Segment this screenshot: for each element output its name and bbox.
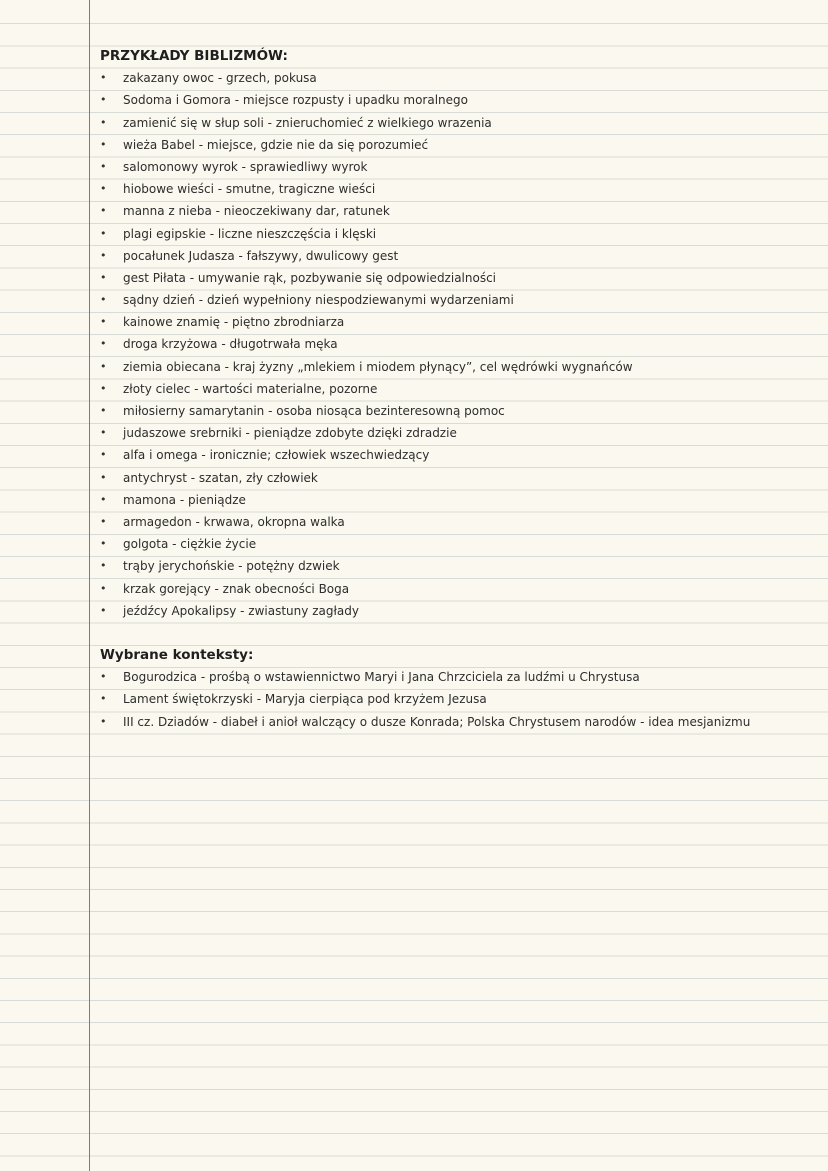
contexts-heading: Wybrane konteksty: [100,647,254,664]
list-item: • gest Piłata - umywanie rąk, pozbywanie się odpowiedzialności [100,267,815,289]
list-item: • droga krzyżowa - długotrwała męka [100,333,815,355]
list-item: • krzak gorejący - znak obecności Boga [100,578,815,600]
list-item: • salomonowy wyrok - sprawiedliwy wyrok [100,156,815,178]
biblicisms-heading: PRZYKŁADY BIBLIZMÓW: [100,48,288,64]
list-item: • armagedon - krwawa, okropna walka [100,511,815,533]
list-item: • pocałunek Judasza - fałszywy, dwulicowy gest [100,245,815,267]
list-item: • jeźdźcy Apokalipsy - zwiastuny zagłady [100,600,815,622]
note-content [100,45,815,733]
list-item: • judaszowe srebrniki - pieniądze zdobyte dzięki zdradzie [100,422,815,444]
notebook-margin-line [89,0,90,1171]
list-item: • trąby jerychońskie - potężny dzwiek [100,555,815,577]
list-item: • sądny dzień - dzień wypełniony niespodziewanymi wydarzeniami [100,289,815,311]
list-item: • miłosierny samarytanin - osoba niosąca bezinteresowną pomoc [100,400,815,422]
list-item: • III cz. Dziadów - diabeł i anioł walczący o dusze Konrada; Polska Chrystusem narodów - idea mesjanizmu [100,711,815,733]
list-item: • golgota - ciężkie życie [100,533,815,555]
list-item: • wieża Babel - miejsce, gdzie nie da się porozumieć [100,134,815,156]
list-item: • ziemia obiecana - kraj żyzny „mlekiem i miodem płynący”, cel wędrówki wygnańców [100,356,815,378]
list-item: • złoty cielec - wartości materialne, pozorne [100,378,815,400]
section-spacer [100,622,815,644]
list-item: • manna z nieba - nieoczekiwany dar, ratunek [100,200,815,222]
list-item: • zakazany owoc - grzech, pokusa [100,67,815,89]
list-item: • kainowe znamię - piętno zbrodniarza [100,311,815,333]
list-item: • antychryst - szatan, zły człowiek [100,467,815,489]
list-item: • mamona - pieniądze [100,489,815,511]
biblicisms-list [100,67,815,622]
list-item: • zamienić się w słup soli - znieruchomieć z wielkiego wrazenia [100,112,815,134]
list-item: • alfa i omega - ironicznie; człowiek wszechwiedzący [100,444,815,466]
list-item: • Bogurodzica - prośbą o wstawiennictwo Maryi i Jana Chrzciciela za ludźmi u Chrystusa [100,666,815,688]
list-item: • hiobowe wieści - smutne, tragiczne wieści [100,178,815,200]
list-item: • Sodoma i Gomora - miejsce rozpusty i upadku moralnego [100,89,815,111]
contexts-list [100,666,815,733]
list-item: • plagi egipskie - liczne nieszczęścia i klęski [100,223,815,245]
list-item: • Lament świętokrzyski - Maryja cierpiąca pod krzyżem Jezusa [100,688,815,710]
